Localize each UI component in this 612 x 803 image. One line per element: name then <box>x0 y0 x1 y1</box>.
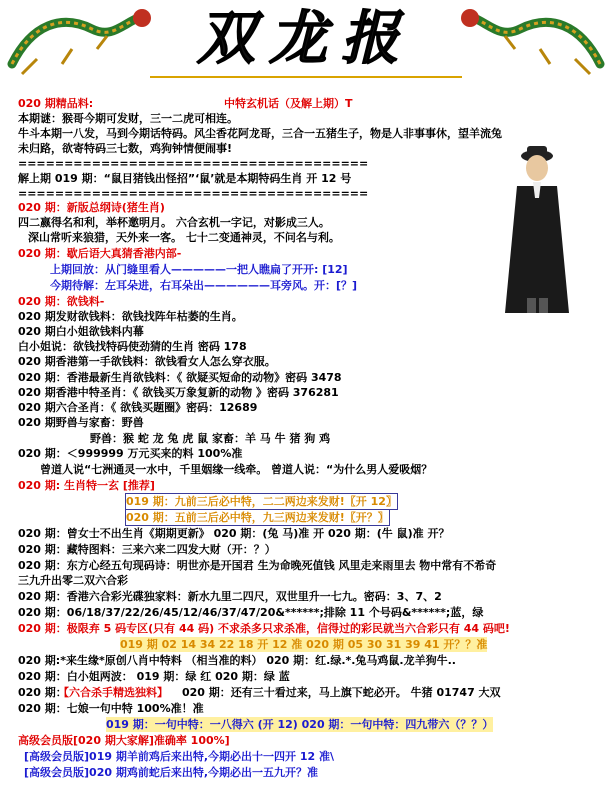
text-line-l30: 020 期：藏特图料：三来六来二四发大财（开：？） <box>18 543 276 556</box>
text-line-l41: 019 期：一句中特：一八得六 (开 12) 020 期：一句中特：四九带六（？？） <box>106 718 494 731</box>
text-line-l01: 020 期精品料: <box>18 97 94 110</box>
text-line-l29: 020 期：曾女士不出生肖《期期更新》 020 期：(兔 马)准 开 020 期：(牛 鼠)准 开？ <box>18 527 450 540</box>
text-line-l20: 020 期香港中特圣肖：《 欲钱买万象复新的动物 》密码 376281 <box>18 386 339 399</box>
text-line-l02: 本期谜：猴哥今期可发财，三一二虎可相连。 <box>18 112 238 125</box>
text-line-l38: 020 期：白小姐两波： 019 期：绿 红 020 期：绿 蓝 <box>18 670 290 683</box>
text-line-l06: 解上期 019 期：“鼠目猪钱出怪招”‘鼠’就是本期特码生肖 开 12 号 <box>18 172 352 185</box>
text-line-l26: 020 期: 生肖特一玄 [推荐] <box>18 479 155 492</box>
text-line-l24: 020 期：＜999999 万元买来的料 100%准 <box>18 447 243 460</box>
text-line-l39a: 020 期： <box>18 686 67 699</box>
text-line-l37: 020 期:*来生缘*原创八肖中特料 （相当准的料） 020 期：红.绿.*.兔马鸡鼠.龙羊狗牛.. <box>18 654 456 667</box>
text-line-l22: 020 期野兽与家畜：野兽 <box>18 416 144 429</box>
text-line-l16: 020 期白小姐欲钱料内幕 <box>18 325 144 338</box>
text-line-l43: [高级会员版]019 期羊前鸡后来出特,今期必出十一四开 12 准\ <box>24 750 335 763</box>
text-line-l10: 深山常听来狼猎，天外来一客。 七十二变通神灵，不问名与利。 <box>28 231 340 244</box>
text-line-l17: 白小姐说：欲钱找特码使劲猜的生肖 密码 178 <box>18 340 247 353</box>
text-line-l39b: 【六合杀手精选独料】 <box>58 686 168 699</box>
text-line-l40: 020 期：七娘一句中特 100%准！准 <box>18 702 204 715</box>
text-line-l21: 020 期六合圣肖：《 欲钱买题圈》密码：12689 <box>18 401 258 414</box>
text-line-l28: 020 期：五前三后必中特，九三两边来发财!〖开？〗 <box>126 511 389 524</box>
text-line-l33: 020 期：香港六合彩光碟独家料：新水九里二四尺，双世里升一七九。密码：3、7、2 <box>18 590 442 603</box>
title-underline <box>150 76 462 78</box>
text-line-l27: 019 期：九前三后必中特，二二两边来发财!〖开 12〗 <box>126 495 397 508</box>
text-line-l19: 020 期：香港最新生肖欲钱料：《 欲疑买短命的动物》密码 3478 <box>18 371 342 384</box>
text-line-l35: 020 期：极限弃 5 码专区(只有 44 码) 不求杀多只求杀准，信得过的彩民就当六合彩只有 44 码吧! <box>18 622 510 635</box>
text-line-l39c: 020 期：还有三十看过来，马上旗下蛇必开。 牛猪 01747 大双 <box>182 686 501 699</box>
page-header <box>0 0 612 88</box>
text-line-l09: 四二嬴得名和利，举杯邀明月。 六合玄机一字记，对影成三人。 <box>18 216 330 229</box>
text-line-l36: 019 期 02 14 34 22 18 开 12 准 020 期 05 30 31 39 41 开？？准 <box>120 638 488 651</box>
text-line-l14: 020 期：欲钱料- <box>18 295 105 308</box>
text-line-l31: 020 期：东方心经五句现码诗：明世亦是开国君 生为命晚死值钱 风里走来雨里去 物中常有不希奇 <box>18 559 497 572</box>
text-line-l23: 野兽：猴 蛇 龙 兔 虎 鼠 家畜：羊 马 牛 猪 狗 鸡 <box>90 432 331 445</box>
text-line-l04: 未归路，欲寄特码三七数，鸡狗钟情便闹事! <box>18 142 233 155</box>
text-line-l03: 牛斗本期一八发，马到今期话特码。风尘香花阿龙哥，三合一五猪生子，物是人非事事休，望羊流兔 <box>18 127 502 140</box>
text-line-l07: ====================================== <box>18 187 369 200</box>
text-line-l12: 上期回放：从门缝里看人—————一把人瞧扁了开开: [12] <box>50 263 348 276</box>
text-line-l25: 曾道人说“七洲通灵一水中，千里姻缘一线牵。 曾道人说：“为什么男人爱吸烟？ <box>40 463 433 476</box>
dragon-right-icon <box>460 4 610 82</box>
text-line-l15: 020 期发财欲钱料：欲钱找阵年枯萎的生肖。 <box>18 310 243 323</box>
text-line-l08: 020 期：新版总纲诗(猪生肖) <box>18 201 165 214</box>
text-line-l05: ====================================== <box>18 157 369 170</box>
text-line-l13: 今期待解：左耳朵进，右耳朵出——————耳旁风。开：[？] <box>50 279 358 292</box>
text-line-l18: 020 期香港第一手欲钱料：欲钱看女人怎么穿衣服。 <box>18 355 276 368</box>
text-line-l42: 高级会员版[020 期大家解]准确率 100%] <box>18 734 230 747</box>
text-line-l34: 020 期：06/18/37/22/26/45/12/46/37/47/20&******;排除 11 个号码&******;蓝，绿 <box>18 606 484 619</box>
text-line-l11: 020 期：歇后语大真猜香港内部- <box>18 247 182 260</box>
page-title: 双龙报 <box>196 4 413 72</box>
text-line-l32: 三九升出零二双六合彩 <box>18 574 128 587</box>
text-line-l01b: 中特玄机话（及解上期）T <box>224 97 353 110</box>
dragon-left-icon <box>2 4 152 82</box>
text-line-l44: [高级会员版]020 期鸡前蛇后来出特,今期必出一五九开？准 <box>24 766 319 779</box>
portrait-illustration <box>487 138 587 318</box>
